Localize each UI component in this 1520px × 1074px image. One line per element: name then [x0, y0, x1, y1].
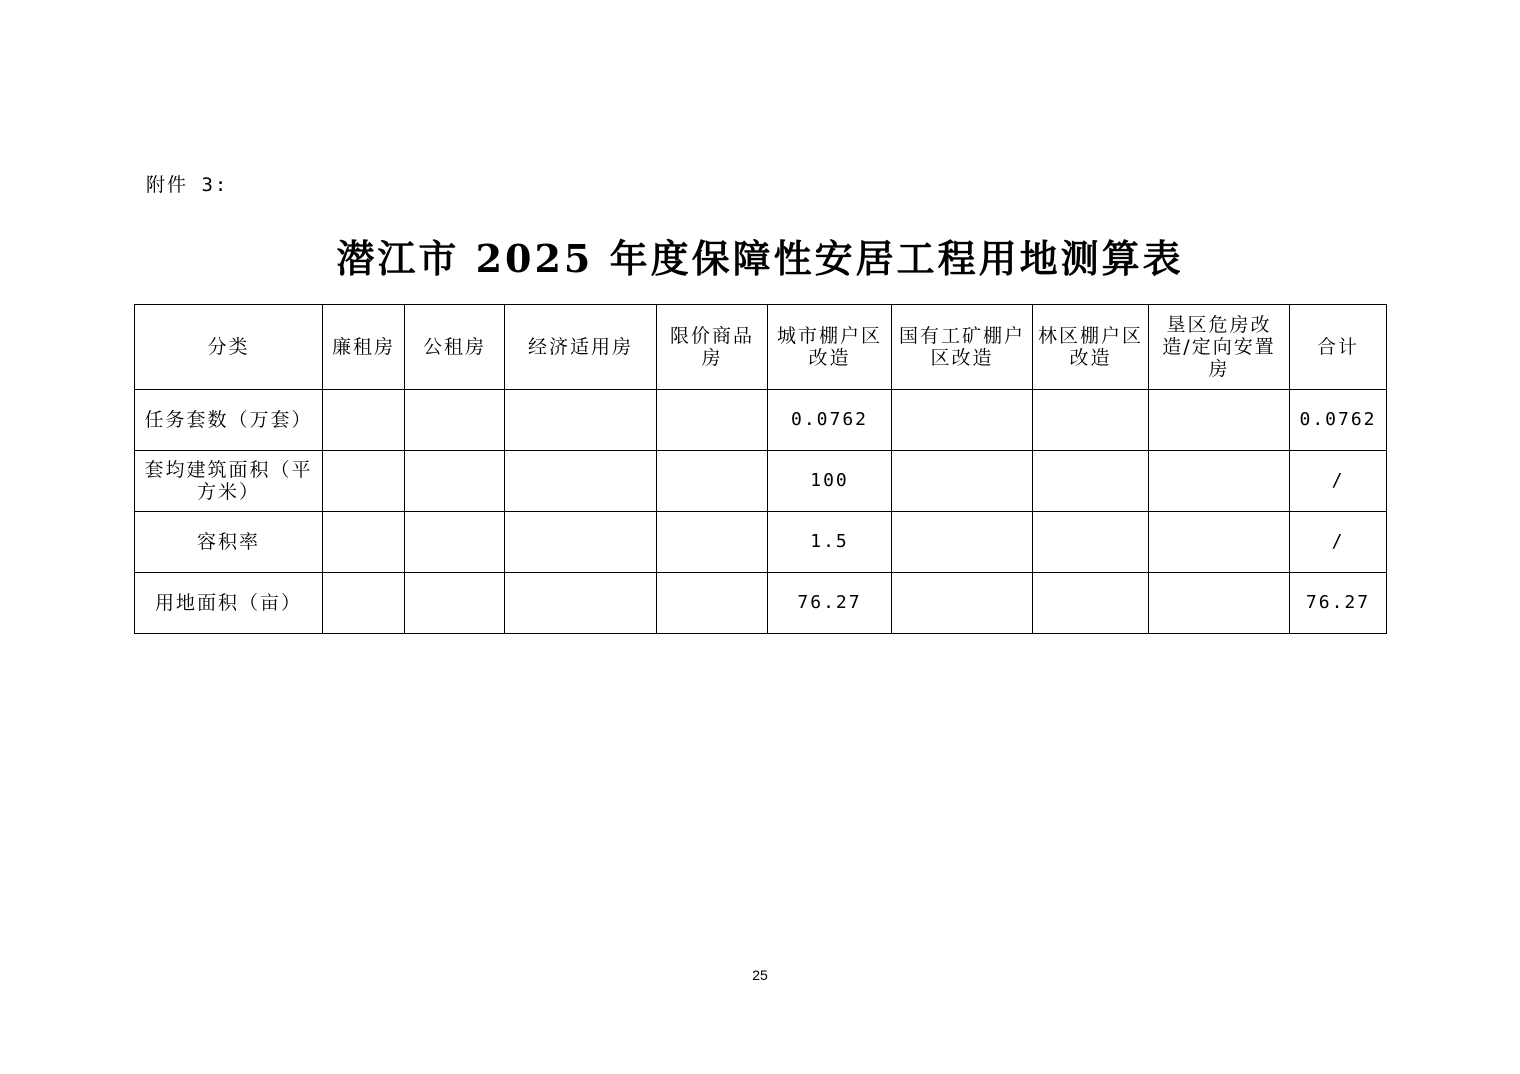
header-state-mining-shantytown-renovation: 国有工矿棚户区改造 [892, 305, 1033, 390]
table-header-row [135, 305, 1387, 390]
table-cell [505, 512, 657, 573]
table-cell [505, 390, 657, 451]
table-cell [892, 451, 1033, 512]
table-cell [657, 573, 768, 634]
header-reclamation-dilapidated-housing: 垦区危房改造/定向安置房 [1149, 305, 1290, 390]
header-forest-shantytown-renovation: 林区棚户区改造 [1033, 305, 1149, 390]
table-cell [1149, 512, 1290, 573]
table-cell [657, 451, 768, 512]
row-label: 用地面积（亩） [135, 573, 323, 634]
row-label: 套均建筑面积（平方米） [135, 451, 323, 512]
table-row [135, 451, 1387, 512]
header-public-rental-housing: 公租房 [405, 305, 505, 390]
table-cell [1033, 573, 1149, 634]
table-cell [505, 451, 657, 512]
table-cell [405, 390, 505, 451]
header-urban-shantytown-renovation: 城市棚户区改造 [768, 305, 892, 390]
table-cell: / [1290, 512, 1387, 573]
table-cell: 0.0762 [768, 390, 892, 451]
header-category: 分类 [135, 305, 323, 390]
table-cell [405, 451, 505, 512]
row-label: 容积率 [135, 512, 323, 573]
land-calculation-table [134, 304, 1387, 634]
table-row [135, 390, 1387, 451]
table-cell [1149, 390, 1290, 451]
table-cell [1033, 451, 1149, 512]
table-cell [1149, 573, 1290, 634]
table-cell: / [1290, 451, 1387, 512]
table-cell [892, 390, 1033, 451]
table-cell [892, 512, 1033, 573]
table-cell [323, 512, 405, 573]
header-affordable-housing: 经济适用房 [505, 305, 657, 390]
table-cell: 100 [768, 451, 892, 512]
table-cell: 0.0762 [1290, 390, 1387, 451]
table-row [135, 573, 1387, 634]
row-label: 任务套数（万套） [135, 390, 323, 451]
page-number: 25 [752, 967, 768, 983]
table-cell [1033, 390, 1149, 451]
table-cell [323, 390, 405, 451]
table-cell [1033, 512, 1149, 573]
table-cell [323, 573, 405, 634]
header-low-rent-housing: 廉租房 [323, 305, 405, 390]
table-cell: 1.5 [768, 512, 892, 573]
table-cell: 76.27 [768, 573, 892, 634]
table-cell [892, 573, 1033, 634]
table-cell [1149, 451, 1290, 512]
header-price-limited-housing: 限价商品房 [657, 305, 768, 390]
table-cell [657, 390, 768, 451]
table-cell [405, 512, 505, 573]
table-cell [657, 512, 768, 573]
header-total: 合计 [1290, 305, 1387, 390]
table-cell [405, 573, 505, 634]
table-cell [505, 573, 657, 634]
table-cell: 76.27 [1290, 573, 1387, 634]
table-row [135, 512, 1387, 573]
page-title: 潜江市 2025 年度保障性安居工程用地测算表 [336, 236, 1184, 281]
attachment-label: 附件 3: [146, 174, 229, 196]
table-cell [323, 451, 405, 512]
